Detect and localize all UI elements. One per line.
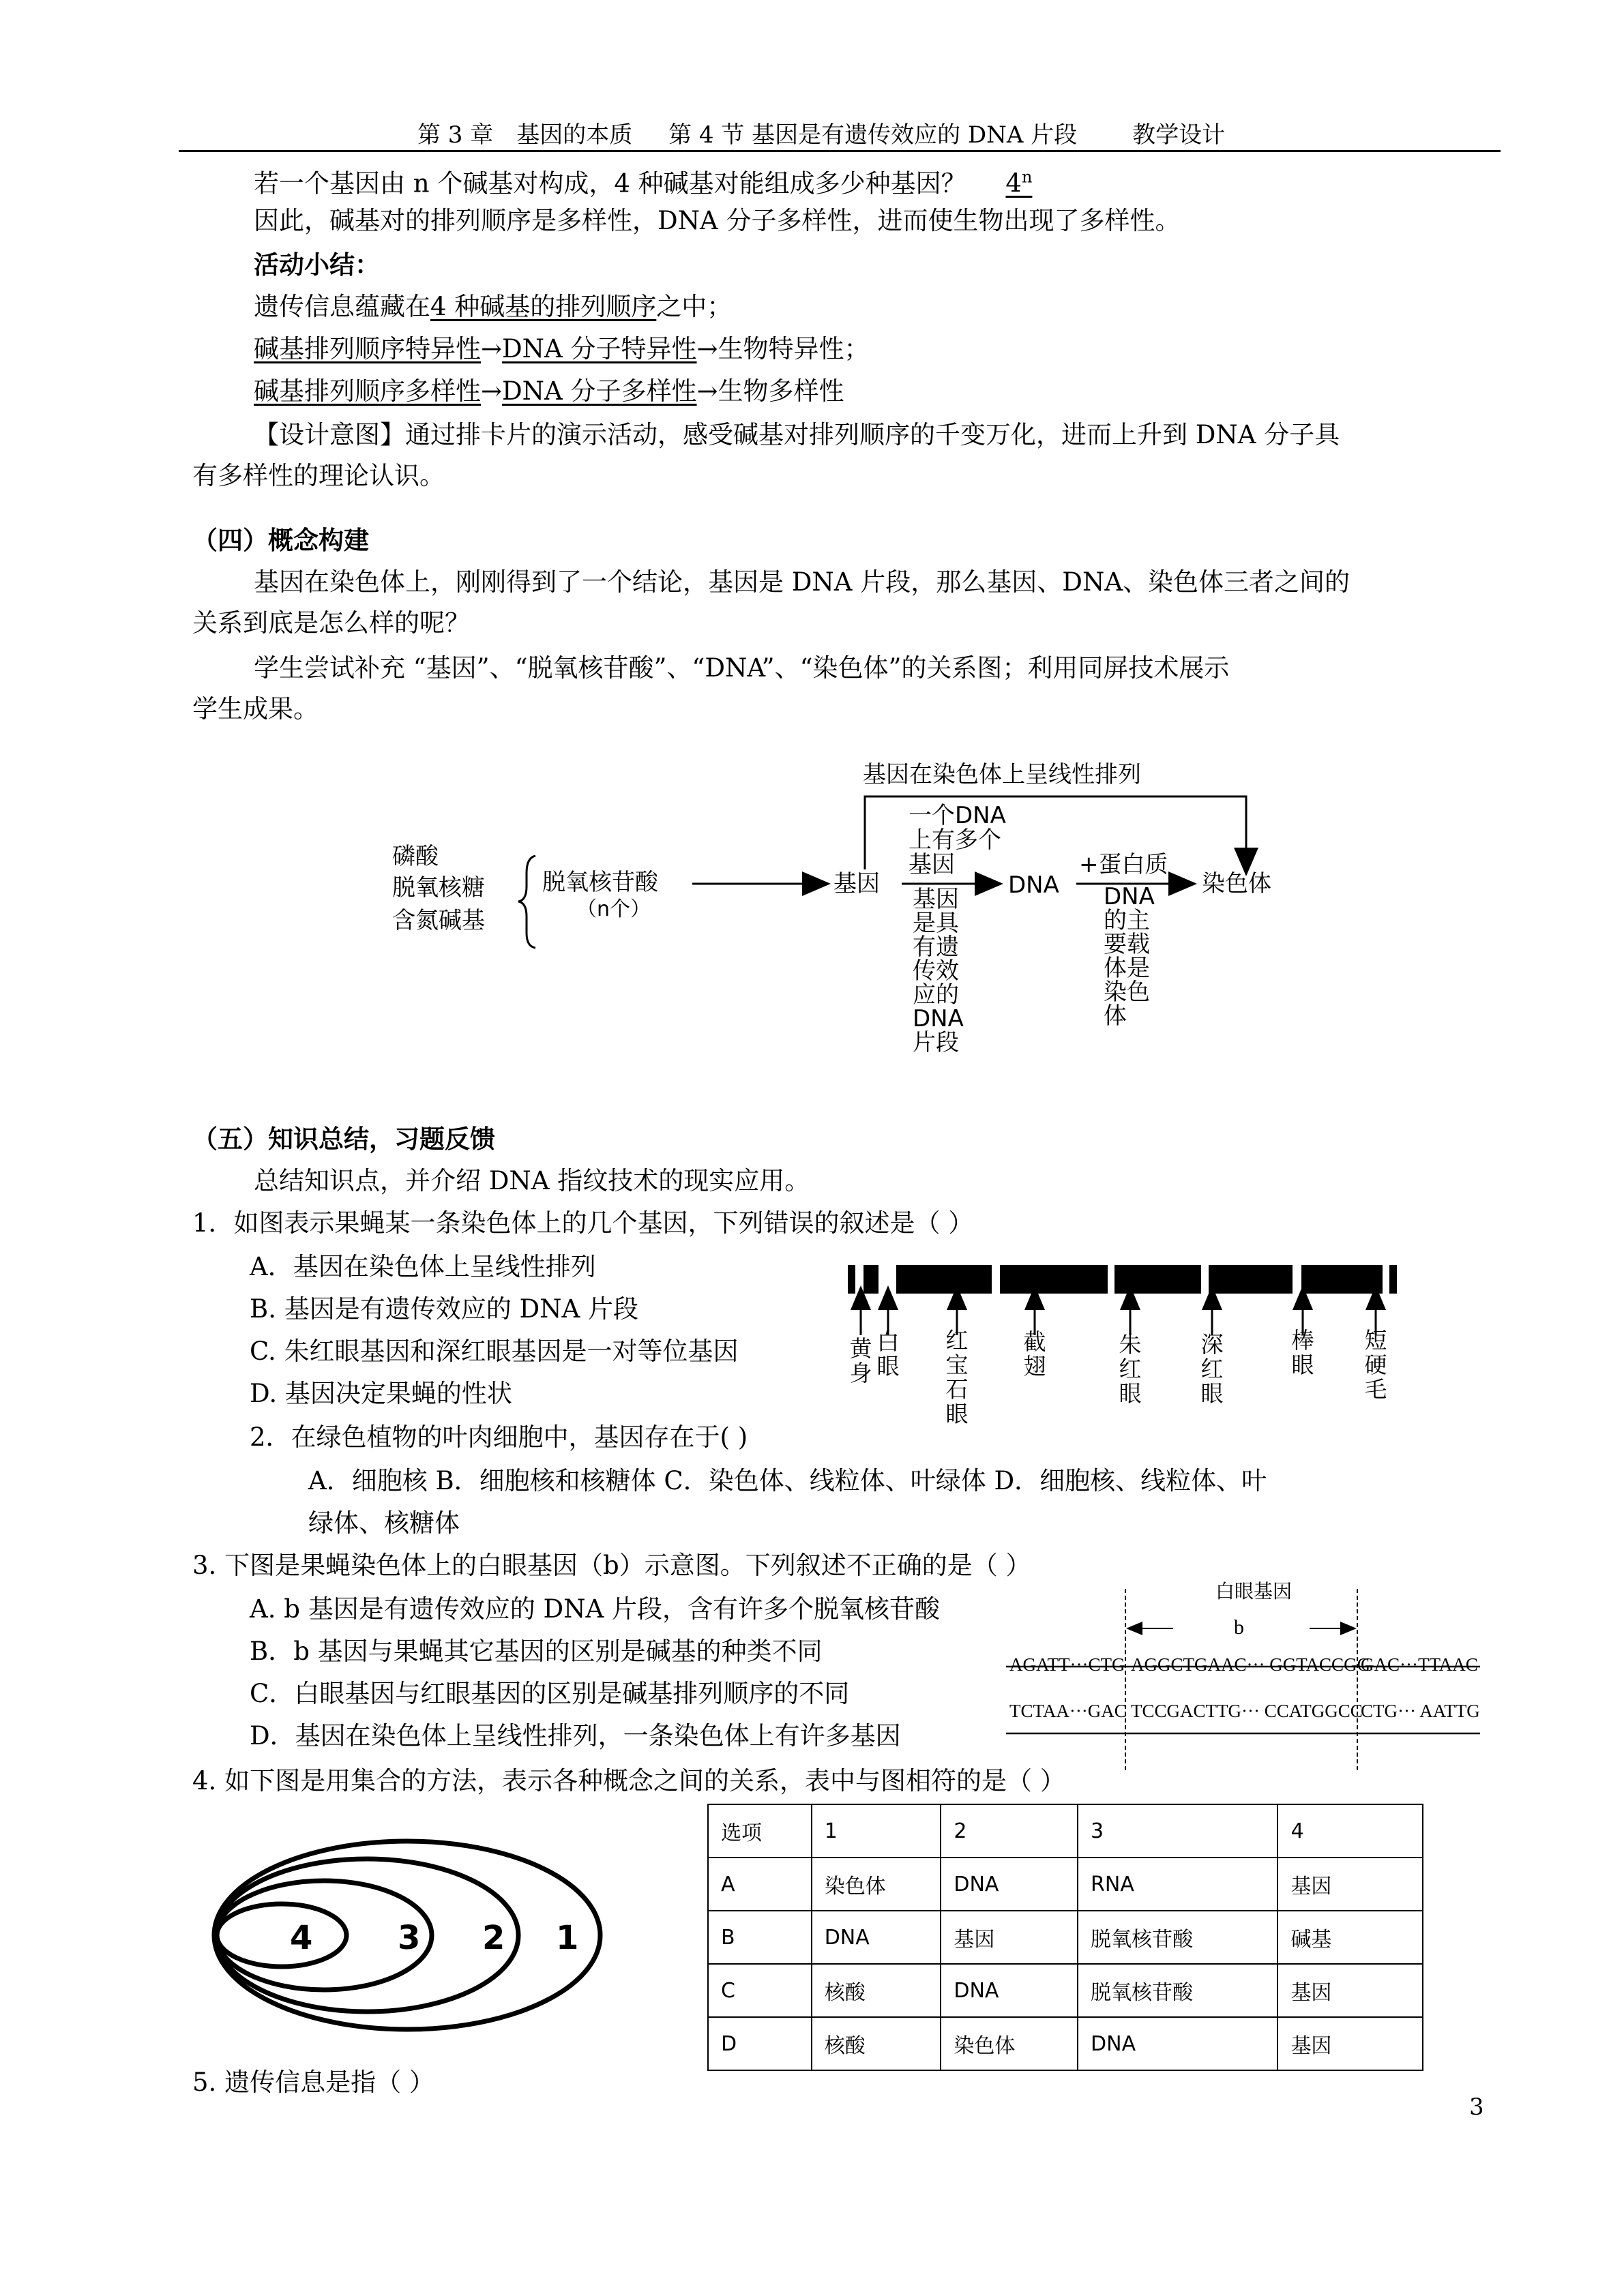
design-intent-1: 【设计意图】通过排卡片的演示活动，感受碱基对排列顺序的千变万化，进而上升到 DNA 分子具	[254, 420, 1340, 449]
question-text: 若一个基因由 n 个碱基对构成，4 种碱基对能组成多少种基因？	[254, 168, 966, 198]
table-cell: 4	[1278, 1804, 1423, 1858]
section-5-intro: 总结知识点，并介绍 DNA 指纹技术的现实应用。	[254, 1166, 810, 1195]
gene-dna-top-1: 一个DNA	[909, 802, 1006, 829]
summary-line-3-b: DNA 分子多样性	[502, 376, 697, 406]
gene-label-yellow-body: 黄身	[849, 1335, 872, 1386]
arrow-icon: →	[481, 334, 503, 363]
component-deoxyribose: 脱氧核糖	[392, 874, 485, 901]
table-cell: 1	[812, 1804, 941, 1858]
nucleotide-label: 脱氧核苷酸	[542, 869, 658, 896]
design-intent-2: 有多样性的理论认识。	[192, 461, 445, 490]
table-header-row	[708, 1804, 1423, 1858]
q1-option-d: D. 基因决定果蝇的性状	[250, 1379, 512, 1408]
q1-option-b: B. 基因是有遗传效应的 DNA 片段	[250, 1294, 638, 1324]
header-section: 第 4 节 基因是有遗传效应的 DNA 片段	[668, 121, 1078, 149]
table-cell: D	[708, 2017, 812, 2070]
q3-option-c: C．白眼基因与红眼基因的区别是碱基排列顺序的不同	[250, 1679, 850, 1708]
gene-label-carmine-eye: 深红眼	[1200, 1331, 1224, 1407]
top-relation-label: 基因在染色体上呈线性排列	[863, 761, 1141, 788]
q3-option-a: A. b 基因是有遗传效应的 DNA 片段，含有许多个脱氧核苷酸	[250, 1594, 940, 1624]
strand-bottom-gene: TCCGACTTG··· CCATGGCC	[1131, 1701, 1363, 1721]
table-cell: 脱氧核苷酸	[1078, 1911, 1278, 1964]
table-cell: DNA	[941, 1964, 1078, 2017]
gene-label-short-bristle: 短硬毛	[1364, 1327, 1387, 1403]
gene-label-bar-eye: 棒眼	[1291, 1327, 1314, 1378]
summary-line-2-c: 生物特异性；	[718, 334, 870, 363]
nucleotide-count: （n个）	[576, 897, 651, 921]
q3-stem: 3. 下图是果蝇染色体上的白眼基因（b）示意图。下列叙述不正确的是（ ）	[192, 1551, 1031, 1580]
q1-option-c: C. 朱红眼基因和深红眼基因是一对等位基因	[250, 1337, 739, 1366]
gene-dna-top-3: 基因	[909, 851, 955, 878]
page-number: 3	[1469, 2093, 1484, 2121]
header-doc-type: 教学设计	[1132, 121, 1226, 149]
section-4-p2-1: 学生尝试补充 “基因”、“脱氧核苷酸”、“DNA”、“染色体”的关系图；利用同屏技术展示	[254, 653, 1230, 683]
table-cell: A	[708, 1858, 812, 1911]
section-4-p1-1: 基因在染色体上，刚刚得到了一个结论，基因是 DNA 片段，那么基因、DNA、染色体三者之间的	[254, 567, 1350, 597]
gene-dna-bottom: 基因是具有遗传效应的DNA片段	[913, 886, 964, 1056]
gene-label-white-eye: 白眼	[876, 1328, 900, 1380]
summary-line-3-a: 碱基排列顺序多样性	[254, 376, 481, 406]
arrow-icon: →	[696, 376, 718, 406]
summary-line-1-a: 遗传信息蕴藏在	[254, 292, 430, 321]
set-label-4: 4	[290, 1919, 313, 1957]
table-cell: 基因	[1278, 1964, 1423, 2017]
table-row	[708, 1858, 1423, 1911]
set-label-2: 2	[482, 1919, 505, 1957]
chromosome-node: 染色体	[1202, 870, 1271, 897]
table-cell: RNA	[1078, 1858, 1278, 1911]
table-cell: 脱氧核苷酸	[1078, 1964, 1278, 2017]
table-cell: 2	[941, 1804, 1078, 1858]
q3-option-d: D．基因在染色体上呈线性排列，一条染色体上有许多基因	[250, 1721, 901, 1750]
set-label-3: 3	[398, 1919, 421, 1957]
summary-line-3-c: 生物多样性	[718, 376, 844, 406]
summary-title: 活动小结：	[254, 250, 380, 280]
header-chapter: 第 3 章 基因的本质	[417, 121, 633, 149]
gene-label-vermilion-eye: 朱红眼	[1119, 1331, 1142, 1407]
section-4-p1-2: 关系到底是怎么样的呢？	[192, 608, 470, 638]
gene-node: 基因	[833, 870, 880, 897]
component-phosphate: 磷酸	[392, 843, 439, 870]
table-cell: 染色体	[812, 1858, 941, 1911]
table-cell: DNA	[1078, 2017, 1278, 2070]
arrow-icon: →	[696, 334, 718, 363]
summary-line-1-c: 之中；	[656, 292, 733, 321]
q5-stem: 5. 遗传信息是指（ ）	[192, 2068, 434, 2097]
table-cell: 核酸	[812, 2017, 941, 2070]
table-cell: 染色体	[941, 2017, 1078, 2070]
table-cell: B	[708, 1911, 812, 1964]
conclusion-text: 因此，碱基对的排列顺序是多样性，DNA 分子多样性，进而使生物出现了多样性。	[254, 206, 1181, 235]
brace-icon	[518, 856, 535, 948]
dna-node: DNA	[1008, 871, 1059, 899]
table-row	[708, 1911, 1423, 1964]
arrow-icon: →	[481, 376, 503, 406]
table-row	[708, 1964, 1423, 2017]
gene-dna-top-2: 上有多个	[909, 826, 1001, 854]
q4-options-table	[707, 1804, 1423, 2071]
strand-bottom-right: CTG··· AATTG	[1361, 1701, 1480, 1721]
table-row	[708, 2017, 1423, 2070]
summary-line-2-a: 碱基排列顺序特异性	[254, 334, 481, 363]
table-cell: DNA	[941, 1858, 1078, 1911]
summary-line-1-b: 4 种碱基的排列顺序	[430, 292, 657, 321]
table-cell: C	[708, 1964, 812, 2017]
component-base: 含氮碱基	[392, 907, 485, 934]
q1-stem: 1．如图表示果蝇某一条染色体上的几个基因，下列错误的叙述是（ ）	[192, 1208, 974, 1238]
gene-b-label: b	[1234, 1616, 1244, 1639]
concept-map-lines	[0, 0, 1624, 1091]
table-cell: 基因	[1278, 1858, 1423, 1911]
dna-chr-bottom: DNA的主要载体是染色体	[1104, 883, 1155, 1030]
table-cell: 碱基	[1278, 1911, 1423, 1964]
set-label-1: 1	[556, 1919, 579, 1957]
q2-options-1: A．细胞核 B．细胞核和核糖体 C．染色体、线粒体、叶绿体 D．细胞核、线粒体、叶	[308, 1466, 1267, 1495]
table-cell: 选项	[708, 1804, 812, 1858]
section-4-p2-2: 学生成果。	[192, 694, 319, 724]
answer-exponent: n	[1021, 168, 1033, 187]
white-eye-gene-title: 白眼基因	[1215, 1580, 1293, 1602]
section-4-title: （四）概念构建	[192, 525, 369, 555]
strand-top-gene: AGGCTGAAC··· GGTACCGG	[1131, 1654, 1371, 1675]
answer-base: 4	[1005, 168, 1022, 198]
gene-label-cut-wing: 截翅	[1023, 1328, 1046, 1380]
table-cell: 基因	[941, 1911, 1078, 1964]
q3-option-b: B．b 基因与果蝇其它基因的区别是碱基的种类不同	[250, 1637, 823, 1666]
section-5-title: （五）知识总结，习题反馈	[192, 1124, 495, 1154]
gene-label-ruby-eye: 红宝石眼	[945, 1327, 969, 1427]
strand-top-right: GAC···TTAAC	[1361, 1654, 1478, 1675]
table-cell: 3	[1078, 1804, 1278, 1858]
table-cell: DNA	[812, 1911, 941, 1964]
dna-chr-top: +蛋白质	[1079, 851, 1168, 878]
table-cell: 核酸	[812, 1964, 941, 2017]
q2-stem: 2．在绿色植物的叶肉细胞中，基因存在于( )	[250, 1422, 748, 1452]
summary-line-2-b: DNA 分子特异性	[502, 334, 697, 363]
strand-top-left: AGATT···CTG	[1009, 1654, 1125, 1675]
q2-options-2: 绿体、核糖体	[308, 1508, 460, 1538]
q1-option-a: A．基因在染色体上呈线性排列	[250, 1252, 596, 1281]
q4-stem: 4. 如下图是用集合的方法，表示各种概念之间的关系，表中与图相符的是（ ）	[192, 1766, 1065, 1795]
strand-bottom-left: TCTAA···GAC	[1009, 1701, 1127, 1721]
table-cell: 基因	[1278, 2017, 1423, 2070]
